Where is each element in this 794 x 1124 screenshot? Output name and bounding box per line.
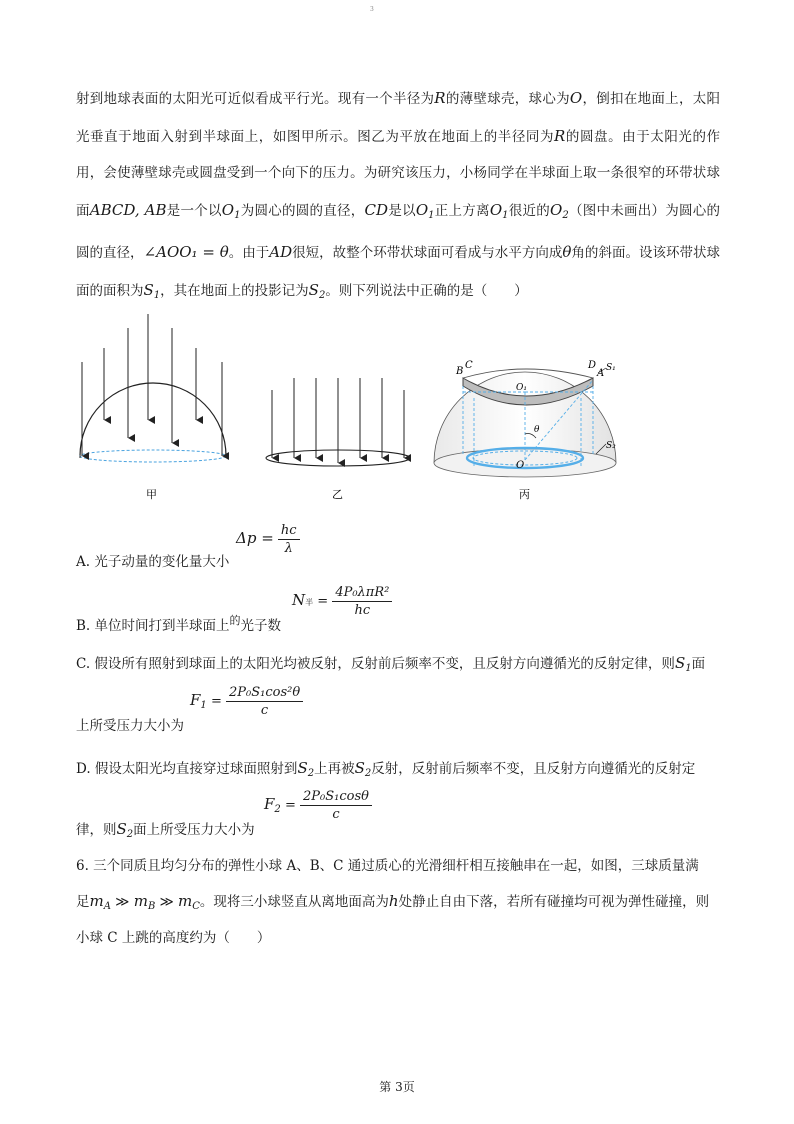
formula-d: $F_2$ = $\frac{\text{2P₀S₁cosθ}}{c}$ [264,788,372,823]
formula-a: Δp = $\frac{hc}{\lambda}$ [236,522,300,557]
label-O1: O₁ [516,383,527,393]
page-mark: 3 [370,6,374,13]
option-d-cont: 律，则$S_2$面上所受压力大小为 [76,820,255,840]
formula-b: N半 = $\frac{\text{4P₀λπR²}}{hc}$ [292,584,392,619]
label-S1: S₁ [606,363,616,373]
intro-paragraph: 射到地球表面的太阳光可近似看成平行光。现有一个半径为R的薄壁球壳，球心为O，倒扣在地面上，太阳光垂直于地面入射到半球面上，如图甲所示。图乙为平放在地面上的半径同为R的圆盘。由于太阳光的作用，会使薄壁球壳或圆盘受到一个向下的压力。为研究该压力，小杨同学在半球面上取一条很窄的环带状球面ABCD, AB是一个以$O_1$为圆心的圆的直径，CD是以$O_1$正上方离$O_1$很近的$O_2$（图中未画出）为圆心的圆的直径，∠AOO₁ = θ。由于AD很短，故整个环带状球面可看成与水平方向成θ角的斜面。设该环带状球面的面积为$S_1$，其在地面上的投影记为$S_2$。则下列说法中正确的是（ ） [76,89,721,301]
page-footer: 第 3页 [379,1080,415,1094]
q6-line3: 小球 C 上跳的高度约为（ ） [76,930,271,946]
formula-c: $F_1$ = $\frac{\text{2P₀S₁cos²θ}}{c}$ [190,684,303,719]
label-D: D [588,360,597,371]
option-a: A. 光子动量的变化量大小 [76,554,230,570]
label-theta: θ [534,425,540,435]
option-d: D. 假设太阳光均直接穿过球面照射到$S_2$上再被$S_2$反射，反射前后频率不变，且反射方向遵循光的反射定 [76,759,696,779]
caption-bing: 丙 [519,488,530,501]
label-A: A [597,368,605,379]
option-c: C. 假设所有照射到球面上的太阳光均被反射，反射前后频率不变，且反射方向遵循光的反射定律，则$S_1$面 [76,654,706,674]
q6-line1: 6. 三个同质且均匀分布的弹性小球 A、B、C 通过质心的光滑细杆相互接触串在一起，如图，三球质量满 [76,858,699,874]
diagram-yi [266,378,410,466]
caption-yi: 乙 [332,488,343,501]
q6-line2: 足$m_A$ ≫ $m_B$ ≫ $m_C$。现将三小球竖直从离地面高为h处静止自由下落，若所有碰撞均可视为弹性碰撞，则 [76,892,710,912]
figure-light-pressure [76,308,624,508]
option-b: B. 单位时间打到半球面上$^的$光子数 [76,614,282,634]
figure-svg [76,308,624,508]
option-c-cont: 上所受压力大小为 [76,718,184,734]
label-B: B [456,366,464,377]
label-S2: S₂ [606,441,616,451]
diagram-jia [80,314,226,462]
caption-jia: 甲 [146,488,157,501]
label-O: O [516,460,525,471]
label-C: C [465,360,473,371]
